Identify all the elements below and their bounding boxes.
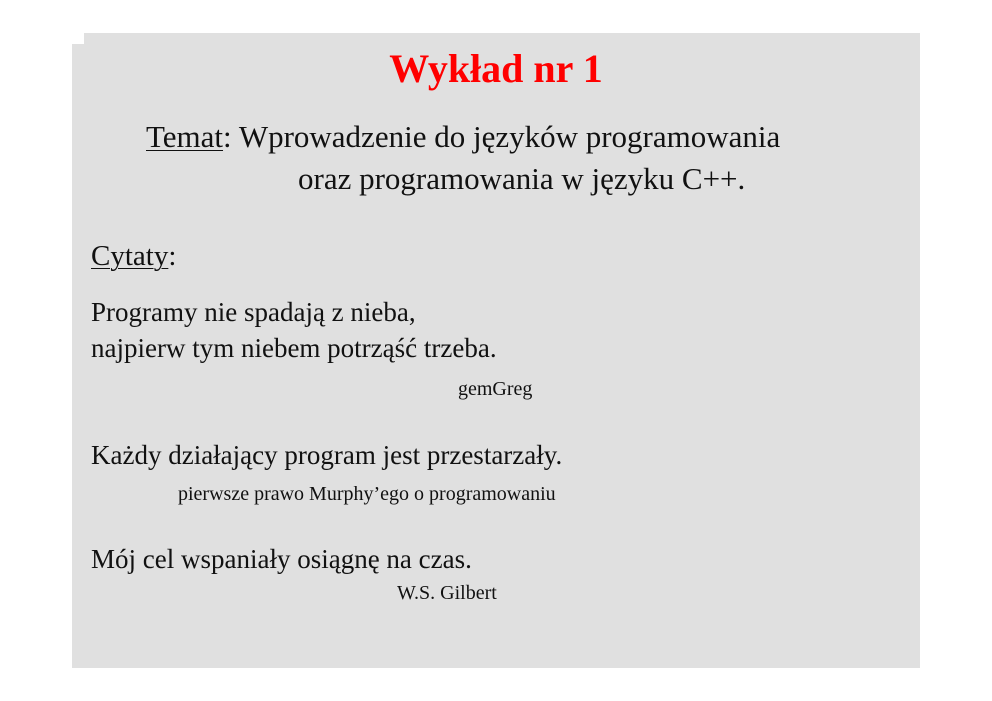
- quote-1-line-1: Programy nie spadają z nieba,: [91, 297, 416, 327]
- topic-line-2: oraz programowania w języku C++.: [298, 161, 746, 196]
- quote-2-line-1: Każdy działający program jest przestarzały.: [91, 440, 563, 470]
- quote-3-line-1: Mój cel wspaniały osiągnę na czas.: [91, 544, 472, 574]
- topic-text-1: Wprowadzenie do języków programowania: [231, 119, 781, 154]
- slide-corner-notch: [72, 33, 84, 44]
- quotes-colon: :: [168, 240, 177, 272]
- quote-2-author: pierwsze prawo Murphy’ego o programowaniu: [178, 483, 556, 505]
- topic-label: Temat: [146, 119, 224, 154]
- topic-line-1: [146, 117, 780, 157]
- quote-3-author: W.S. Gilbert: [397, 582, 497, 604]
- quotes-label: Cytaty: [91, 240, 169, 272]
- topic-colon: :: [223, 119, 232, 154]
- quotes-heading: [91, 237, 176, 275]
- quote-1-author: gemGreg: [458, 378, 533, 400]
- slide-title: Wykład nr 1: [389, 46, 603, 91]
- slide: [72, 33, 920, 668]
- quote-1-line-2: najpierw tym niebem potrząść trzeba.: [91, 333, 497, 363]
